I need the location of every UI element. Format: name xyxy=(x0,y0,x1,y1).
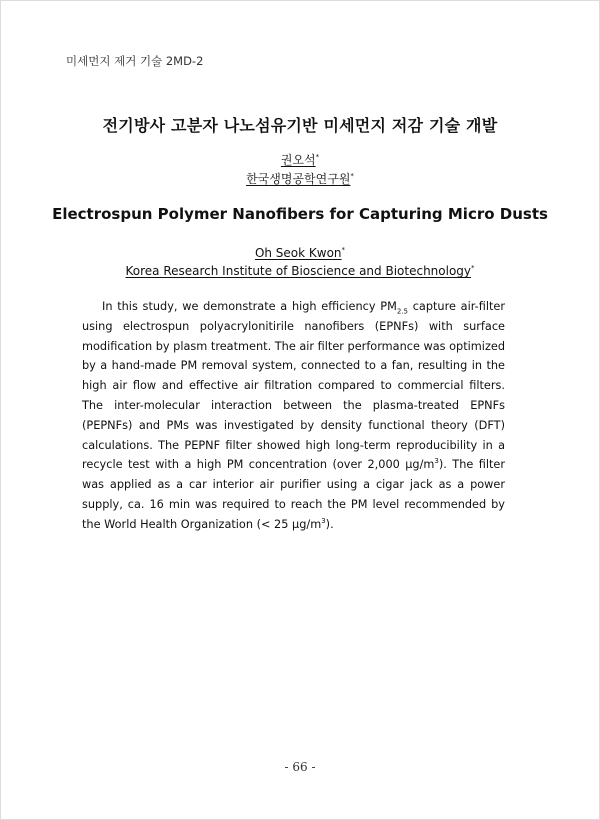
korean-title: 전기방사 고분자 나노섬유기반 미세먼지 저감 기술 개발 xyxy=(102,116,498,135)
abstract-text-2: capture air-filter using electrospun polyacrylonitirile nanofibers (EPNFs) with surface modification by plasm treatment. The air filter performance was optimized by a hand-made PM removal system, connected to a fan, resulting in the high air flow and effective air filtration compared to commercial filters. The inter-molecular interaction between the plasma-treated EPNFs (PEPNFs) and PMs was investigated by density functional theory (DFT) calculations. The PEPNF filter showed high long-term reproducibility in a recycle test with a high PM concentration (over 2,000 μg/m xyxy=(82,300,505,472)
english-author-name: Oh Seok Kwon xyxy=(254,246,342,260)
english-title: Electrospun Polymer Nanofibers for Capturing Micro Dusts xyxy=(52,205,548,223)
korean-affiliation xyxy=(0,170,600,187)
abstract-text-1: In this study, we demonstrate a high efficiency PM xyxy=(102,300,397,313)
korean-author-name: 권오석 xyxy=(280,153,316,167)
corresponding-mark: * xyxy=(350,172,354,180)
abstract-body xyxy=(82,297,505,535)
english-author xyxy=(0,246,600,260)
korean-author xyxy=(0,151,600,168)
pm-subscript: 2.5 xyxy=(396,307,408,316)
unit-superscript-1: 3 xyxy=(434,457,439,466)
corresponding-mark: * xyxy=(341,246,346,254)
abstract-text-4: ). xyxy=(325,517,334,531)
page-number: - 66 - xyxy=(284,760,316,774)
corresponding-mark: * xyxy=(315,153,320,161)
abstract-text-3: ). The filter was applied as a car interior air purifier using a cigar jack as a power supply, ca. 16 min was required to reach the PM level recommended by the World Health Organization (< 25 μg/m xyxy=(82,458,505,531)
english-affiliation-name: Korea Research Institute of Bioscience and Biotechnology xyxy=(125,264,472,278)
corresponding-mark: * xyxy=(471,264,475,272)
running-header: 미세먼지 제거 기술 2MD-2 xyxy=(66,54,204,68)
korean-affiliation-name: 한국생명공학연구원 xyxy=(246,172,351,186)
english-affiliation xyxy=(0,264,600,278)
unit-superscript-2: 3 xyxy=(321,517,326,525)
